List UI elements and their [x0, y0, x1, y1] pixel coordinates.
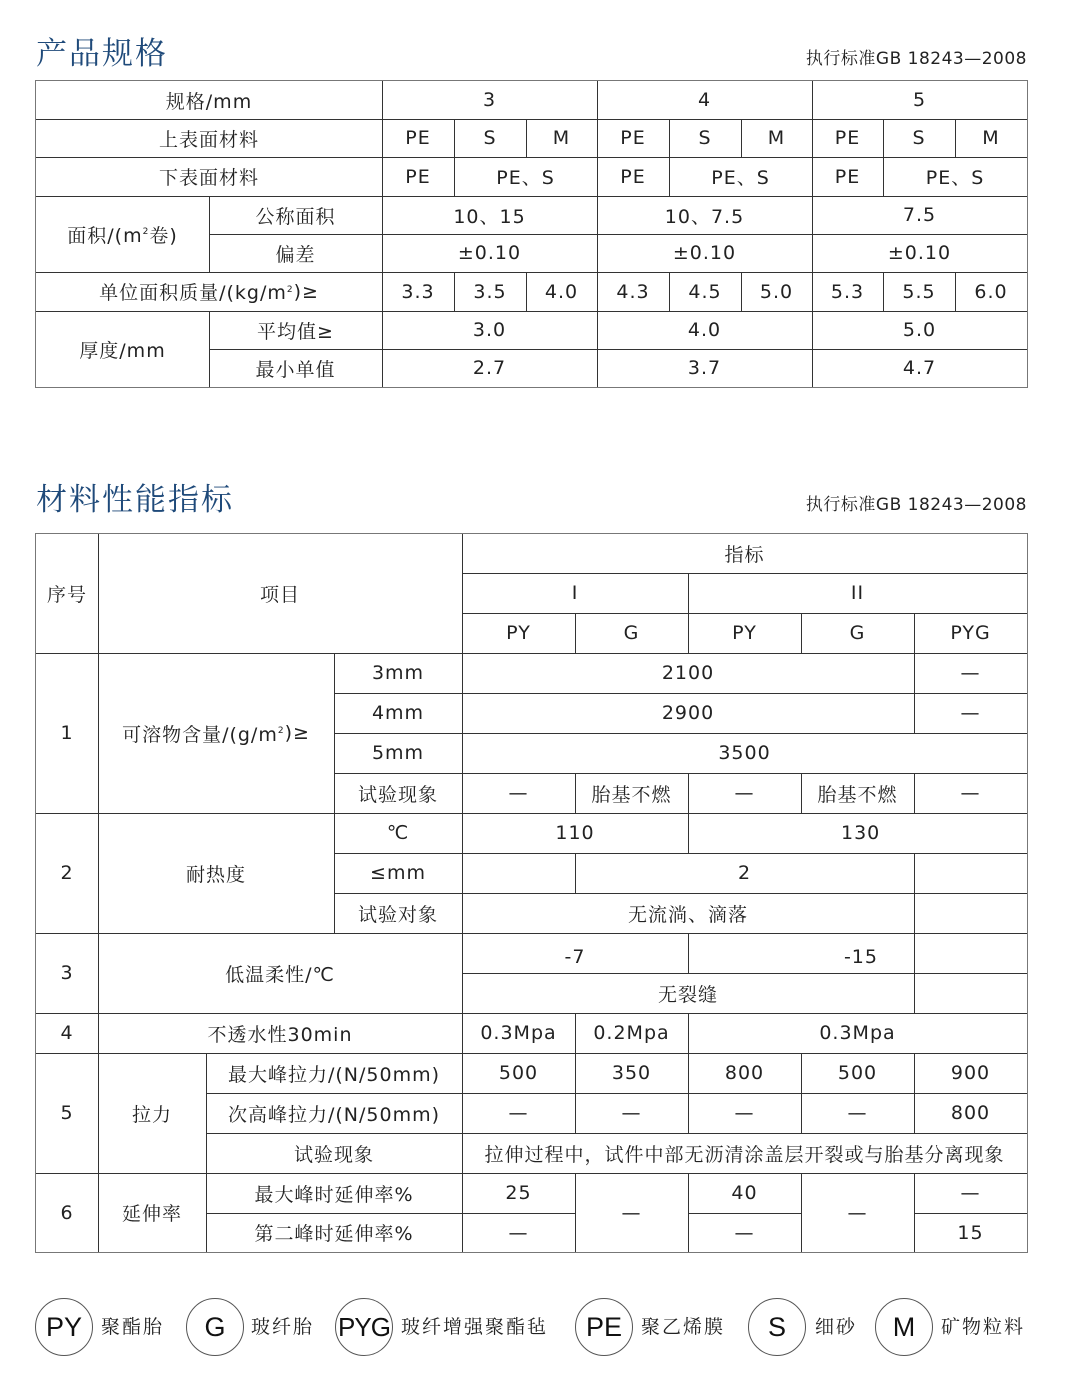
grid-line	[688, 573, 689, 653]
grid-line	[801, 1173, 802, 1252]
tensile-max-value: 800	[724, 1062, 765, 1084]
upper-surface-label: 上表面材料	[158, 128, 259, 151]
deviation-value: ±0.10	[887, 242, 952, 264]
heat-resistance-sub-label: 试验对象	[357, 903, 438, 926]
unit-mass-label-suffix: )≥	[293, 280, 319, 303]
legend-label-m: 矿物粒料	[941, 1316, 1026, 1338]
row-number: 1	[60, 722, 74, 744]
grid-line	[334, 733, 1027, 734]
grid-line	[462, 973, 1027, 974]
grid-line	[575, 1173, 576, 1252]
grid-line	[575, 1013, 576, 1053]
area-label-suffix: 卷)	[149, 224, 178, 247]
soluble-content-sub-label: 3mm	[371, 662, 425, 684]
nominal-area-value: 7.5	[902, 204, 937, 226]
tensile-sub-label: 最大峰拉力/(N/50mm)	[227, 1063, 441, 1086]
upper-surface-value: PE	[834, 127, 861, 149]
soluble-phenomenon-value: —	[508, 782, 529, 804]
grid-line	[334, 693, 1027, 694]
legend-badge-pe: PE	[575, 1298, 633, 1356]
upper-surface-value: M	[982, 127, 1000, 149]
header-serial-number: 序号	[46, 584, 87, 606]
row-number: 2	[60, 862, 74, 884]
legend-badge-py: PY	[35, 1298, 93, 1356]
impermeability-value: 0.3Mpa	[480, 1022, 557, 1044]
elongation-second-value: —	[734, 1221, 755, 1244]
header-type: G	[849, 622, 866, 644]
lower-surface-label: 下表面材料	[158, 167, 259, 189]
upper-surface-value: S	[698, 127, 712, 149]
header-type: PY	[732, 622, 757, 644]
thickness-label: 厚度/mm	[79, 339, 166, 362]
soluble-3mm-pyg-value: —	[960, 662, 981, 684]
soluble-content-sub-label: 试验现象	[357, 783, 438, 806]
grid-line	[36, 933, 1027, 934]
low-temp-flexibility-label: 低温柔性/℃	[225, 963, 335, 986]
grid-line	[688, 1173, 689, 1252]
soluble-5mm-value: 3500	[718, 742, 771, 764]
row-number: 3	[60, 962, 74, 984]
elongation-second-value: —	[508, 1221, 529, 1244]
tensile-second-value: —	[621, 1102, 642, 1124]
area-label-superscript: 2	[142, 227, 150, 237]
thickness-min-value: 2.7	[472, 357, 507, 379]
unit-mass-value: 3.5	[473, 280, 507, 303]
soluble-phenomenon-value: —	[960, 782, 981, 804]
low-temp-grade-1: -7	[564, 946, 586, 968]
legend-label-pyg: 玻纤增强聚酯毡	[401, 1316, 549, 1338]
elongation-second-value: 15	[957, 1221, 984, 1244]
upper-surface-value: S	[483, 127, 497, 149]
tensile-second-value: —	[508, 1102, 529, 1124]
standard-label-specs: 执行标准GB 18243—2008	[805, 49, 1027, 69]
grid-line	[575, 613, 576, 653]
grid-line	[688, 933, 689, 973]
grid-line	[334, 853, 1027, 854]
unit-mass-value: 6.0	[974, 280, 1008, 303]
grid-line	[914, 773, 915, 813]
thickness-min-value: 3.7	[687, 357, 722, 379]
nominal-area-value: 10、15	[453, 205, 526, 228]
spec-value: 3	[482, 89, 497, 111]
legend-badge-g: G	[186, 1298, 244, 1356]
lower-surface-value: PE、S	[711, 167, 770, 189]
impermeability-label: 不透水性30min	[207, 1023, 353, 1046]
tensile-max-value: 500	[837, 1062, 878, 1084]
elongation-max-value: —	[960, 1182, 981, 1204]
legend-badge-s: S	[748, 1298, 806, 1356]
elongation-g-value: —	[621, 1201, 642, 1224]
tensile-sub-label: 次高峰拉力/(N/50mm)	[227, 1103, 441, 1126]
soluble-content-label-superscript: 2	[277, 726, 285, 736]
lower-surface-value: PE、S	[496, 167, 555, 189]
section-title-specs: 产品规格	[36, 36, 168, 72]
unit-mass-value: 5.3	[830, 280, 865, 303]
grid-line	[801, 1053, 802, 1133]
impermeability-value: 0.3Mpa	[819, 1022, 896, 1044]
unit-mass-value: 3.3	[401, 280, 435, 303]
unit-mass-value: 4.3	[616, 280, 650, 303]
upper-surface-value: M	[552, 127, 571, 149]
soluble-content-label-text: 可溶物含量/(g/m	[122, 723, 278, 746]
lower-surface-value: PE	[405, 165, 431, 188]
spec-value: 5	[912, 89, 927, 111]
elongation-g-value: —	[847, 1201, 868, 1224]
legend-badge-m: M	[875, 1298, 933, 1356]
legend	[0, 1298, 1070, 1358]
header-type: PYG	[950, 622, 991, 644]
deviation-value: ±0.10	[672, 242, 737, 264]
low-temp-grade-2: -15	[843, 946, 878, 968]
unit-mass-value: 5.5	[902, 280, 936, 303]
legend-label-pe: 聚乙烯膜	[641, 1316, 726, 1338]
grid-line	[575, 1053, 576, 1133]
section-title-performance: 材料性能指标	[36, 482, 234, 518]
elongation-sub-label: 第二峰时延伸率%	[254, 1223, 414, 1245]
tensile-label: 拉力	[131, 1103, 172, 1126]
grid-line	[206, 1213, 575, 1214]
thickness-average-value: 4.0	[687, 319, 722, 341]
legend-label-g: 玻纤胎	[251, 1316, 315, 1338]
soluble-4mm-value: 2900	[661, 702, 715, 724]
grid-line	[688, 813, 689, 853]
impermeability-value: 0.2Mpa	[593, 1022, 670, 1044]
legend-label-py: 聚酯胎	[101, 1316, 165, 1338]
tensile-max-value: 900	[950, 1062, 991, 1084]
heat-resistance-sub-label: ℃	[386, 822, 410, 844]
spec-label: 规格/mm	[165, 90, 253, 113]
grid-line	[206, 1133, 1027, 1134]
grid-line	[688, 773, 689, 813]
grid-line	[914, 1213, 1027, 1214]
grid-line	[334, 893, 1027, 894]
tensile-second-value: —	[734, 1102, 755, 1124]
soluble-phenomenon-value: —	[734, 782, 755, 804]
header-grade-1: I	[571, 582, 579, 604]
grid-line	[334, 773, 1027, 774]
unit-mass-value: 4.0	[544, 280, 579, 303]
grid-line	[36, 653, 1027, 654]
heat-resistance-mm-value: 2	[737, 862, 752, 884]
header-type: PY	[506, 622, 531, 644]
tensile-phenomenon-value: 拉伸过程中，试件中部无沥清涂盖层开裂或与胎基分离现象	[484, 1143, 1005, 1166]
low-temp-result: 无裂缝	[657, 983, 718, 1006]
heat-resistance-temp-grade-2: 130	[841, 822, 881, 844]
thickness-average-value: 5.0	[902, 319, 937, 341]
grid-line	[914, 1173, 915, 1252]
thickness-average-label: 平均值≥	[257, 320, 334, 343]
grid-line	[688, 1013, 689, 1053]
deviation-label: 偏差	[275, 243, 316, 266]
unit-mass-value: 4.5	[688, 280, 722, 303]
soluble-phenomenon-value: 胎基不燃	[817, 783, 898, 806]
heat-resistance-sub-label: ≤mm	[370, 862, 426, 884]
lower-surface-value: PE、S	[925, 167, 985, 189]
legend-label-s: 细砂	[815, 1316, 858, 1338]
grid-line	[206, 1093, 1027, 1094]
unit-mass-label-text: 单位面积质量/(kg/m	[99, 282, 287, 304]
grid-line	[462, 573, 1027, 574]
grid-line	[206, 1053, 207, 1252]
lower-surface-value: PE	[834, 165, 861, 188]
tensile-max-value: 500	[498, 1062, 539, 1084]
unit-mass-label-superscript: 2	[286, 284, 294, 295]
heat-resistance-object-value: 无流淌、滴落	[627, 903, 748, 926]
header-item: 项目	[259, 584, 300, 606]
upper-surface-value: PE	[405, 127, 431, 149]
unit-mass-value: 5.0	[759, 280, 794, 303]
upper-surface-value: PE	[620, 127, 646, 149]
spec-value: 4	[697, 89, 712, 111]
grid-line	[98, 534, 99, 1252]
lower-surface-value: PE	[620, 165, 646, 188]
nominal-area-label: 公称面积	[255, 205, 336, 228]
heat-resistance-temp-grade-1: 110	[555, 822, 595, 844]
grid-line	[575, 853, 576, 893]
grid-line	[914, 933, 915, 1013]
row-number: 6	[60, 1201, 74, 1224]
grid-line	[36, 1013, 1027, 1014]
soluble-4mm-pyg-value: —	[960, 702, 981, 724]
row-number: 5	[60, 1102, 74, 1124]
elongation-max-value: 25	[505, 1182, 532, 1204]
thickness-average-value: 3.0	[472, 319, 507, 341]
tensile-second-value: 800	[950, 1102, 991, 1124]
area-label-text: 面积/(m	[67, 224, 143, 247]
heat-resistance-label: 耐热度	[185, 863, 246, 886]
grid-line	[914, 853, 915, 933]
tensile-second-value: —	[847, 1102, 868, 1124]
grid-line	[801, 613, 802, 653]
elongation-max-value: 40	[731, 1182, 758, 1204]
upper-surface-value: M	[767, 127, 786, 149]
grid-line	[575, 773, 576, 813]
elongation-label: 延伸率	[121, 1203, 182, 1225]
row-number: 4	[60, 1022, 74, 1044]
grid-line	[688, 1213, 801, 1214]
deviation-value: ±0.10	[457, 242, 522, 264]
grid-line	[462, 613, 1027, 614]
soluble-3mm-value: 2100	[661, 662, 715, 684]
grid-line	[36, 1173, 1027, 1174]
tensile-max-value: 350	[611, 1062, 652, 1084]
upper-surface-value: S	[912, 127, 926, 149]
soluble-content-label	[98, 653, 334, 813]
grid-line	[914, 1053, 915, 1133]
grid-line	[688, 1053, 689, 1133]
grid-line	[914, 653, 915, 733]
soluble-phenomenon-value: 胎基不燃	[591, 783, 672, 806]
grid-line	[914, 613, 915, 653]
soluble-content-sub-label: 4mm	[371, 702, 425, 724]
grid-line	[36, 1053, 1027, 1054]
elongation-sub-label: 最大峰时延伸率%	[254, 1183, 414, 1206]
thickness-min-label: 最小单值	[255, 358, 336, 381]
thickness-min-value: 4.7	[902, 357, 937, 379]
tensile-sub-label: 试验现象	[293, 1143, 374, 1166]
header-grade-2: II	[850, 582, 865, 604]
soluble-content-label-suffix: )≥	[284, 722, 310, 744]
grid-line	[36, 813, 1027, 814]
legend-badge-pyg: PYG	[335, 1298, 393, 1356]
soluble-content-sub-label: 5mm	[371, 742, 425, 764]
header-index: 指标	[724, 544, 765, 566]
grid-line	[334, 653, 335, 933]
nominal-area-value: 10、7.5	[664, 205, 745, 228]
standard-label-performance: 执行标准GB 18243—2008	[805, 495, 1027, 515]
header-type: G	[623, 622, 640, 644]
grid-line	[801, 773, 802, 813]
